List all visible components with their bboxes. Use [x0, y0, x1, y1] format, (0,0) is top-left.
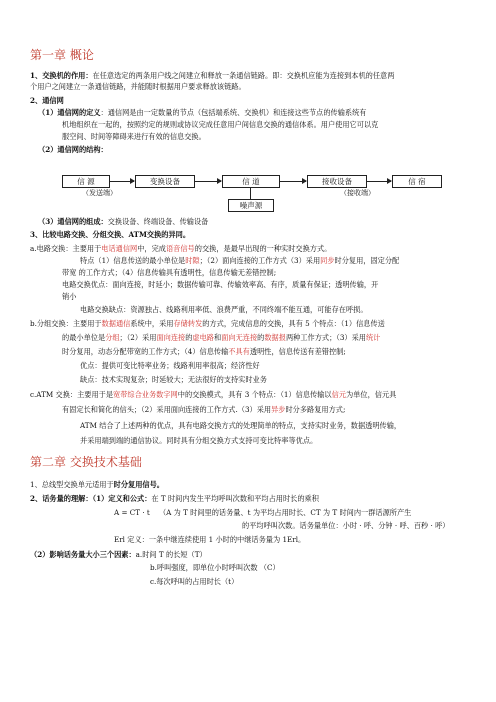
- s2-label: 2、通信网: [30, 96, 64, 105]
- c-line2: [62, 405, 345, 414]
- ch2-s2-text: 在 T 时间内发生平均呼叫次数和平均占用时长的乘积: [151, 494, 319, 503]
- ch2-s2-2: [30, 550, 207, 559]
- a-line2: [80, 256, 399, 265]
- arrow-1: [110, 181, 134, 182]
- formula-desc2: 的平均呼叫次数。话务量单位：小时 · 呼、分钟 · 呼、百秒 · 呼）: [242, 521, 450, 530]
- sink-box: 信 宿: [392, 175, 442, 188]
- b-line2-red5: 数据报: [264, 333, 286, 342]
- b-line2-red6: 统计: [365, 333, 381, 342]
- formula-line: [114, 508, 411, 517]
- s2-1-line: [38, 108, 366, 117]
- b-line3-post: 透明性，信息传送有差错控制;: [249, 347, 346, 356]
- factor-c: c.每次呼叫的占用时长（t）: [150, 577, 239, 586]
- ch2-s1-bold: 时分复用信号。: [113, 480, 164, 489]
- a-line6: 电路交换缺点：资源独占、线路利用率低、浪费严重，不同终端不能互通，可能存在呼损。: [80, 305, 368, 314]
- s1-line: [30, 71, 394, 80]
- b-line1-mid: 系统中，采用: [130, 319, 174, 328]
- arrow-3: [280, 181, 306, 182]
- b-line1: [30, 319, 385, 328]
- b-line1-red1: 数据通信: [101, 319, 131, 328]
- receiver-box: 接收设备: [307, 175, 367, 188]
- b-line2-pre: 的最小单位是: [62, 333, 106, 342]
- ch2-s2-2-label: （2）影响话务量大小三个因素：: [30, 550, 136, 559]
- s2-1-text3: 服空间、时间等障碍来进行有效的信息交换。: [62, 132, 206, 141]
- b-line4: 优点：提供可变比特率业务；线路利用率很高；经济性好: [80, 361, 260, 370]
- a-line1-mid: 中，完成: [137, 244, 166, 253]
- s1-label: 1、交换机的作用：: [30, 71, 93, 80]
- factor-b: b.呼叫强度，即单位小时呼叫次数 （C）: [150, 563, 280, 572]
- s1-text2: 个用户之间建立一条通信链路，并能随时根据用户要求释放该链路。: [30, 82, 246, 91]
- sender-box: 变换设备: [135, 175, 195, 188]
- c-line3: ATM 结合了上述两种的优点，具有电路交换方式的处理简单的特点，支持实时业务，数据透明传输，: [80, 421, 402, 430]
- a-line2-red1: 时隙: [185, 256, 200, 265]
- chapter1-title: 第一章 概论: [30, 48, 94, 62]
- b-line2-red1: 分组: [105, 333, 120, 342]
- b-line2-red3: 虚电路: [192, 333, 214, 342]
- ch2-s1: [30, 480, 164, 489]
- a-line4: 电路交换优点：面向连接，时延小；数据传输可靠、传输效率高、有序，质量有保证；透明传输，开: [62, 280, 379, 289]
- a-line1-pre: a.电路交换：主要用于: [30, 244, 102, 253]
- a-line1-red1: 电话通信网: [101, 244, 138, 253]
- b-line2: [62, 333, 380, 342]
- send-end-label: （发送端）: [82, 189, 117, 197]
- b-line1-red2: 存储转发: [173, 319, 203, 328]
- b-line2-mid1: ；（2）采用: [119, 333, 157, 342]
- c-line1-mid: 中的交换模式，具有 3 个特点：（1）信息传输以: [177, 390, 332, 399]
- a-line2-post: 时分复用，固定分配: [334, 256, 400, 265]
- formula-desc: （A 为 T 时间里的话务量、t 为平均占用时长、CT 为 T 时间内一群话源所产生: [158, 508, 412, 517]
- s2-3-text: 交换设备、终端设备、传输设备: [107, 217, 209, 226]
- b-line2-red4: 面向无连接: [221, 333, 258, 342]
- c-line1-red2: 信元: [331, 390, 347, 399]
- c-line1: [30, 390, 396, 399]
- arrow-4: [367, 181, 391, 182]
- a-line1-post: 的交换，是最早出现的一种实时交换方式。: [194, 244, 332, 253]
- a-line2-red2: 同步: [320, 256, 335, 265]
- source-box: 信 源: [62, 175, 110, 188]
- chapter2-title: 第二章 交换技术基础: [30, 455, 142, 469]
- a-line3: 带宽 的工作方式；（4）信息传输具有透明性，信息传输无差错控制;: [62, 268, 277, 277]
- b-line2-mid2: 的: [185, 333, 193, 342]
- s2-1-text: ：通信网是由一定数量的节点（包括端系统、交换机）和连接这些节点的传输系统有: [100, 108, 367, 117]
- b-line1-pre: b.分组交换：主要用于: [30, 319, 102, 328]
- b-line2-mid5: 两种工作方式；（3）采用: [285, 333, 366, 342]
- formula: A = CT · t: [114, 508, 150, 517]
- s2-3-label: （3）通信网的组成：: [38, 217, 108, 226]
- c-line1-post: 为单位，信元具: [346, 390, 397, 399]
- b-line3-pre: 时分复用，动态分配带宽的工作方式；（4）信息传输: [62, 347, 229, 356]
- erl-def: Erl 定义：一条中继连续使用 1 小时的中继话务量为 1Erl。: [114, 535, 306, 544]
- a-line1: [30, 244, 331, 253]
- s3-label: 3、比较电路交换、分组交换、ATM交换的异同。: [30, 230, 191, 239]
- c-line1-red1: 宽带综合业务数字网: [113, 390, 178, 399]
- ch2-s1-text: 1、总线型交换单元适用于: [30, 480, 114, 489]
- c-line2-red: 异步: [271, 405, 286, 414]
- factor-a: a.时间 T 的长短（T）: [135, 550, 207, 559]
- noise-box: 噪声源: [228, 199, 274, 212]
- s2-3-line: [38, 217, 208, 226]
- ch2-s2-label: 2、话务量的理解：（1）定义和公式：: [30, 494, 152, 503]
- b-line3: [62, 347, 346, 356]
- b-line2-mid3: 和: [214, 333, 222, 342]
- a-line1-red2: 语音信号: [165, 244, 195, 253]
- s2-2-label: （2）通信网的结构：: [38, 145, 108, 154]
- c-line2-pre: 有固定长和简化的信头；（2）采用面向连接的工作方式.（3）采用: [62, 405, 272, 414]
- noise-line: [250, 188, 251, 199]
- arrow-2: [195, 181, 221, 182]
- b-line2-red2: 面向连接: [156, 333, 186, 342]
- a-line2-pre: 特点（1）信息传送的最小单位是: [80, 256, 186, 265]
- c-line2-post: 时分多路复用方式;: [285, 405, 346, 414]
- b-line5: 缺点：技术实现复杂；时延较大；无法很好的支持实时业务: [80, 375, 267, 384]
- channel-box: 信 道: [222, 175, 280, 188]
- b-line1-post: 的方式，完成信息的交换，具有 5 个特点：（1）信息传送: [202, 319, 385, 328]
- s1-text: 在任意选定的两条用户线之间建立和释放一条通信链路。即：交换机应能为连接到本机的任意两: [92, 71, 395, 80]
- b-line3-red: 不具有: [228, 347, 250, 356]
- c-line4: 并采用端到端的通信协议。同时具有分组交换方式支持可变比特率等优点。: [80, 436, 318, 445]
- s2-1-text2: 机地组织在一起的，按照约定的规则或协议完成任意用户间信息交换的通信体系。用户使用它可以克: [62, 120, 379, 129]
- b-line2-mid4: 的: [257, 333, 265, 342]
- ch2-s2: [30, 494, 319, 503]
- recv-end-label: （接收端）: [340, 189, 375, 197]
- a-line5: 销小: [62, 292, 77, 301]
- a-line2-mid: ；（2）面向连接的工作方式（3）采用: [199, 256, 321, 265]
- s2-1-label: （1）通信网的定义: [38, 108, 101, 117]
- c-line1-pre: c.ATM 交换：主要用于是: [30, 390, 114, 399]
